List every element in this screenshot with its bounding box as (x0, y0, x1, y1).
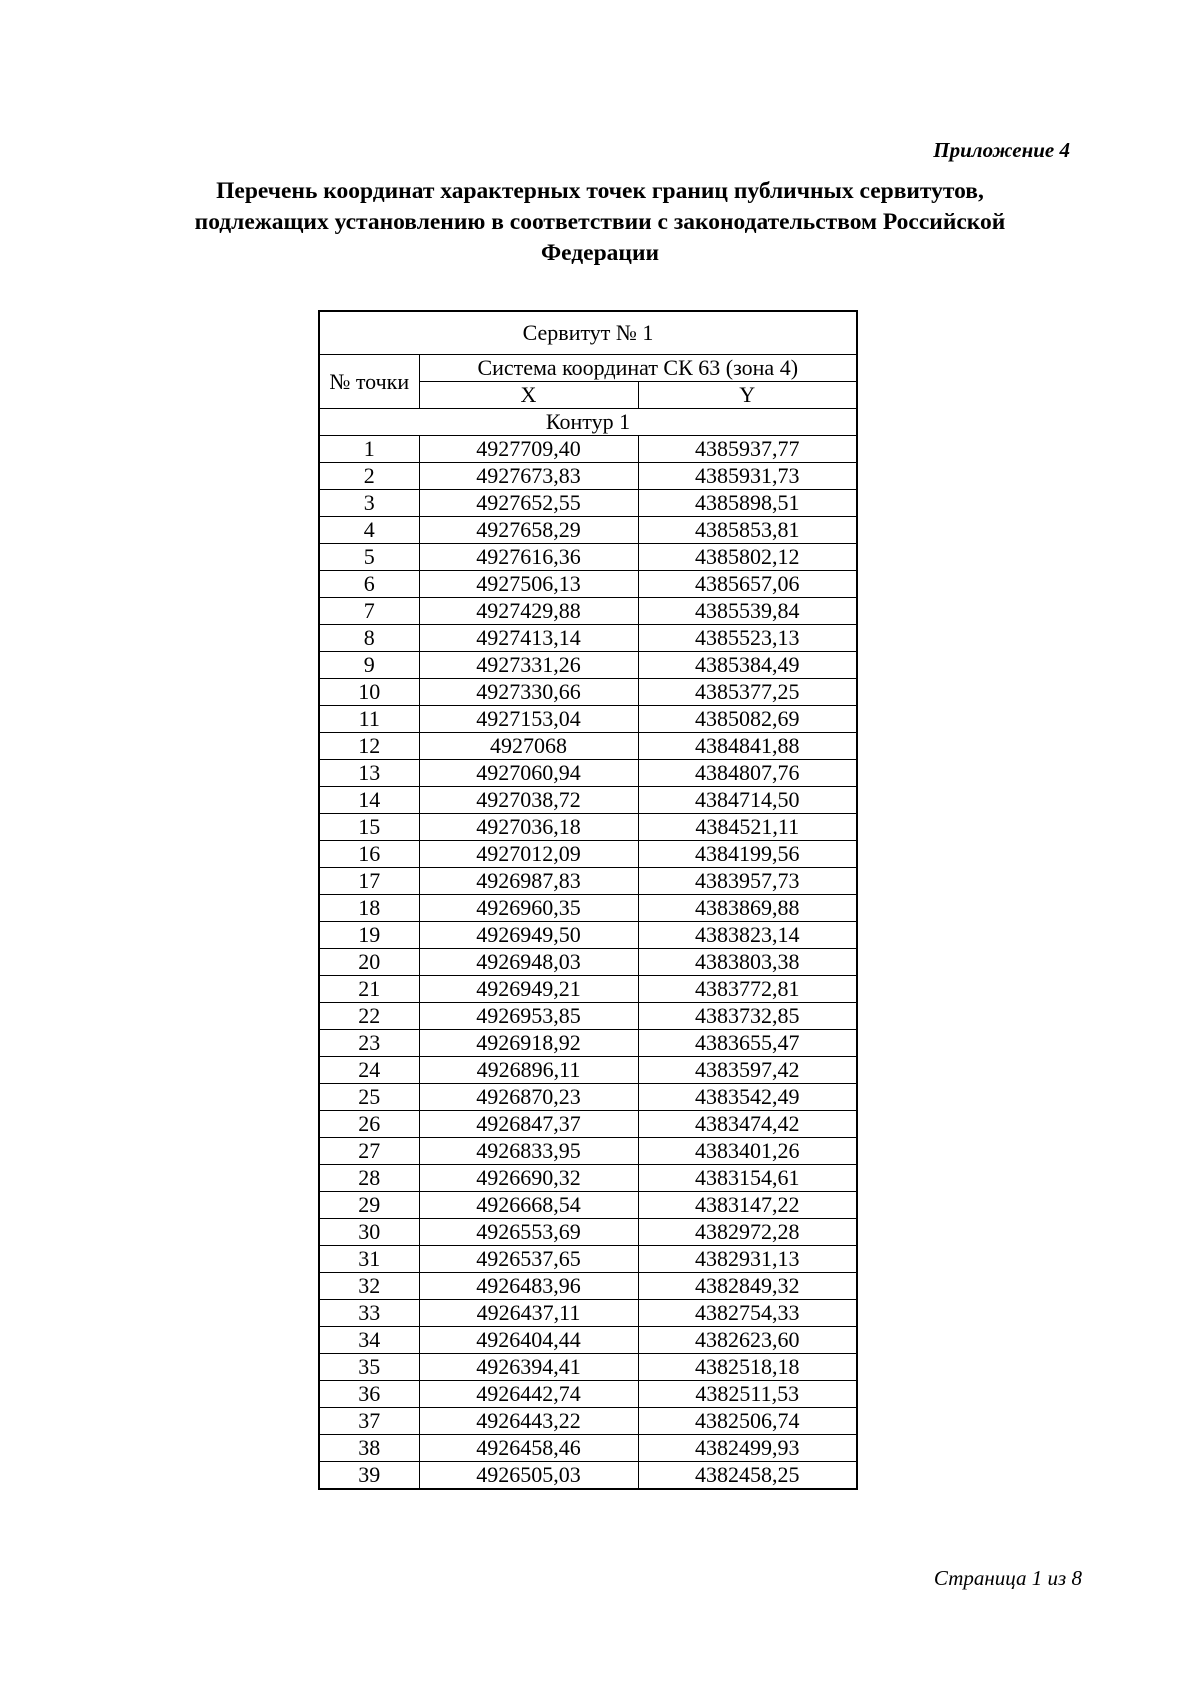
y-coordinate-cell: 4385853,81 (638, 517, 857, 544)
y-coordinate-cell: 4383147,22 (638, 1192, 857, 1219)
y-coordinate-cell: 4385657,06 (638, 571, 857, 598)
point-number-cell: 37 (319, 1408, 419, 1435)
y-coordinate-cell: 4382754,33 (638, 1300, 857, 1327)
point-number-cell: 13 (319, 760, 419, 787)
y-coordinate-cell: 4383474,42 (638, 1111, 857, 1138)
point-number-cell: 18 (319, 895, 419, 922)
coordinates-table (318, 310, 858, 1490)
point-number-cell: 2 (319, 463, 419, 490)
y-coordinate-cell: 4385523,13 (638, 625, 857, 652)
x-coordinate-cell: 4927068 (419, 733, 638, 760)
point-number-cell: 23 (319, 1030, 419, 1057)
title-line: Перечень координат характерных точек границ публичных сервитутов, (216, 178, 984, 204)
point-number-cell: 20 (319, 949, 419, 976)
y-coordinate-cell: 4384521,11 (638, 814, 857, 841)
table-row (319, 1111, 857, 1138)
point-number-cell: 21 (319, 976, 419, 1003)
point-number-cell: 30 (319, 1219, 419, 1246)
x-coordinate-cell: 4926896,11 (419, 1057, 638, 1084)
table-row (319, 679, 857, 706)
y-coordinate-cell: 4382972,28 (638, 1219, 857, 1246)
table-row (319, 949, 857, 976)
y-coordinate-cell: 4383803,38 (638, 949, 857, 976)
point-number-cell: 11 (319, 706, 419, 733)
point-number-cell: 27 (319, 1138, 419, 1165)
point-number-cell: 4 (319, 517, 419, 544)
x-coordinate-cell: 4926953,85 (419, 1003, 638, 1030)
x-coordinate-cell: 4926537,65 (419, 1246, 638, 1273)
x-coordinate-cell: 4926442,74 (419, 1381, 638, 1408)
point-number-cell: 39 (319, 1462, 419, 1490)
point-number-cell: 24 (319, 1057, 419, 1084)
table-row (319, 1246, 857, 1273)
y-coordinate-cell: 4383542,49 (638, 1084, 857, 1111)
x-coordinate-cell: 4927331,26 (419, 652, 638, 679)
table-row (319, 706, 857, 733)
table-row (319, 733, 857, 760)
table-row (319, 1192, 857, 1219)
contour-label: Контур 1 (319, 409, 857, 436)
x-coordinate-cell: 4926553,69 (419, 1219, 638, 1246)
table-row (319, 1030, 857, 1057)
title-line: Федерации (540, 240, 660, 266)
x-coordinate-cell: 4926987,83 (419, 868, 638, 895)
table-row (319, 1327, 857, 1354)
point-number-cell: 28 (319, 1165, 419, 1192)
point-number-cell: 8 (319, 625, 419, 652)
x-coordinate-cell: 4926443,22 (419, 1408, 638, 1435)
x-coordinate-cell: 4926668,54 (419, 1192, 638, 1219)
y-coordinate-cell: 4382458,25 (638, 1462, 857, 1490)
servitut-header: Сервитут № 1 (319, 311, 857, 355)
table-row (319, 814, 857, 841)
point-number-cell: 17 (319, 868, 419, 895)
y-coordinate-cell: 4383597,42 (638, 1057, 857, 1084)
point-number-cell: 29 (319, 1192, 419, 1219)
table-row (319, 571, 857, 598)
point-number-cell: 35 (319, 1354, 419, 1381)
table-row (319, 922, 857, 949)
x-coordinate-cell: 4926458,46 (419, 1435, 638, 1462)
x-coordinate-cell: 4926483,96 (419, 1273, 638, 1300)
x-coordinate-cell: 4926505,03 (419, 1462, 638, 1490)
x-coordinate-cell: 4927658,29 (419, 517, 638, 544)
x-coordinate-cell: 4927652,55 (419, 490, 638, 517)
x-coordinate-cell: 4927330,66 (419, 679, 638, 706)
point-number-cell: 14 (319, 787, 419, 814)
x-coordinate-cell: 4927413,14 (419, 625, 638, 652)
x-coordinate-cell: 4926918,92 (419, 1030, 638, 1057)
y-coordinate-cell: 4382499,93 (638, 1435, 857, 1462)
y-header: Y (638, 382, 857, 409)
x-coordinate-cell: 4927038,72 (419, 787, 638, 814)
y-coordinate-cell: 4384714,50 (638, 787, 857, 814)
x-coordinate-cell: 4926948,03 (419, 949, 638, 976)
table-row (319, 787, 857, 814)
table-row (319, 1219, 857, 1246)
point-number-cell: 1 (319, 436, 419, 463)
table-row (319, 1165, 857, 1192)
table-row (319, 1084, 857, 1111)
y-coordinate-cell: 4385384,49 (638, 652, 857, 679)
table-row (319, 463, 857, 490)
table-row (319, 1138, 857, 1165)
y-coordinate-cell: 4384807,76 (638, 760, 857, 787)
y-coordinate-cell: 4385377,25 (638, 679, 857, 706)
table-row (319, 976, 857, 1003)
x-header: X (419, 382, 638, 409)
table-row (319, 1435, 857, 1462)
point-number-cell: 12 (319, 733, 419, 760)
table-row (319, 1381, 857, 1408)
x-coordinate-cell: 4927036,18 (419, 814, 638, 841)
table-row (319, 760, 857, 787)
y-coordinate-cell: 4382931,13 (638, 1246, 857, 1273)
x-coordinate-cell: 4927506,13 (419, 571, 638, 598)
y-coordinate-cell: 4382511,53 (638, 1381, 857, 1408)
x-coordinate-cell: 4927429,88 (419, 598, 638, 625)
point-number-cell: 6 (319, 571, 419, 598)
y-coordinate-cell: 4385082,69 (638, 706, 857, 733)
y-coordinate-cell: 4384199,56 (638, 841, 857, 868)
table-row (319, 652, 857, 679)
page-footer: Страница 1 из 8 (933, 1566, 1082, 1590)
point-number-cell: 15 (319, 814, 419, 841)
point-number-cell: 34 (319, 1327, 419, 1354)
x-coordinate-cell: 4926960,35 (419, 895, 638, 922)
point-number-cell: 26 (319, 1111, 419, 1138)
x-coordinate-cell: 4926870,23 (419, 1084, 638, 1111)
table-row (319, 1057, 857, 1084)
point-number-cell: 33 (319, 1300, 419, 1327)
y-coordinate-cell: 4385937,77 (638, 436, 857, 463)
y-coordinate-cell: 4383732,85 (638, 1003, 857, 1030)
point-number-cell: 38 (319, 1435, 419, 1462)
table-row (319, 1003, 857, 1030)
table-row (319, 868, 857, 895)
point-number-cell: 31 (319, 1246, 419, 1273)
table-row (319, 841, 857, 868)
x-coordinate-cell: 4927616,36 (419, 544, 638, 571)
point-number-cell: 19 (319, 922, 419, 949)
system-header-row (319, 355, 857, 382)
point-number-cell: 3 (319, 490, 419, 517)
x-coordinate-cell: 4927709,40 (419, 436, 638, 463)
point-number-cell: 25 (319, 1084, 419, 1111)
table-row (319, 1354, 857, 1381)
x-coordinate-cell: 4927012,09 (419, 841, 638, 868)
x-coordinate-cell: 4926949,50 (419, 922, 638, 949)
coordinate-system-header: Система координат СК 63 (зона 4) (419, 355, 857, 382)
x-coordinate-cell: 4927060,94 (419, 760, 638, 787)
y-coordinate-cell: 4385539,84 (638, 598, 857, 625)
servitut-header-row (319, 311, 857, 355)
y-coordinate-cell: 4383869,88 (638, 895, 857, 922)
title-line: подлежащих установлению в соответствии с законодательством Российской (194, 209, 1006, 235)
x-coordinate-cell: 4926949,21 (419, 976, 638, 1003)
table-row (319, 598, 857, 625)
table-row (319, 1300, 857, 1327)
table-row (319, 625, 857, 652)
y-coordinate-cell: 4383957,73 (638, 868, 857, 895)
document-title (120, 176, 1080, 269)
point-number-cell: 16 (319, 841, 419, 868)
point-number-cell: 32 (319, 1273, 419, 1300)
x-coordinate-cell: 4927673,83 (419, 463, 638, 490)
y-coordinate-cell: 4382518,18 (638, 1354, 857, 1381)
x-coordinate-cell: 4926847,37 (419, 1111, 638, 1138)
y-coordinate-cell: 4385931,73 (638, 463, 857, 490)
table-row (319, 544, 857, 571)
y-coordinate-cell: 4383823,14 (638, 922, 857, 949)
table-row (319, 1462, 857, 1490)
contour-row (319, 409, 857, 436)
annex-label: Приложение 4 (933, 138, 1070, 162)
y-coordinate-cell: 4382623,60 (638, 1327, 857, 1354)
y-coordinate-cell: 4383154,61 (638, 1165, 857, 1192)
x-coordinate-cell: 4926404,44 (419, 1327, 638, 1354)
point-number-cell: 10 (319, 679, 419, 706)
table-row (319, 1408, 857, 1435)
y-coordinate-cell: 4383655,47 (638, 1030, 857, 1057)
table-row (319, 517, 857, 544)
table-row (319, 1273, 857, 1300)
point-number-cell: 7 (319, 598, 419, 625)
x-coordinate-cell: 4926690,32 (419, 1165, 638, 1192)
table-row (319, 436, 857, 463)
point-number-cell: 36 (319, 1381, 419, 1408)
y-coordinate-cell: 4385802,12 (638, 544, 857, 571)
y-coordinate-cell: 4383772,81 (638, 976, 857, 1003)
point-number-header: № точки (319, 355, 419, 409)
table-row (319, 490, 857, 517)
y-coordinate-cell: 4382506,74 (638, 1408, 857, 1435)
y-coordinate-cell: 4383401,26 (638, 1138, 857, 1165)
x-coordinate-cell: 4927153,04 (419, 706, 638, 733)
x-coordinate-cell: 4926437,11 (419, 1300, 638, 1327)
y-coordinate-cell: 4385898,51 (638, 490, 857, 517)
point-number-cell: 22 (319, 1003, 419, 1030)
x-coordinate-cell: 4926394,41 (419, 1354, 638, 1381)
table-row (319, 895, 857, 922)
y-coordinate-cell: 4382849,32 (638, 1273, 857, 1300)
y-coordinate-cell: 4384841,88 (638, 733, 857, 760)
point-number-cell: 9 (319, 652, 419, 679)
x-coordinate-cell: 4926833,95 (419, 1138, 638, 1165)
point-number-cell: 5 (319, 544, 419, 571)
